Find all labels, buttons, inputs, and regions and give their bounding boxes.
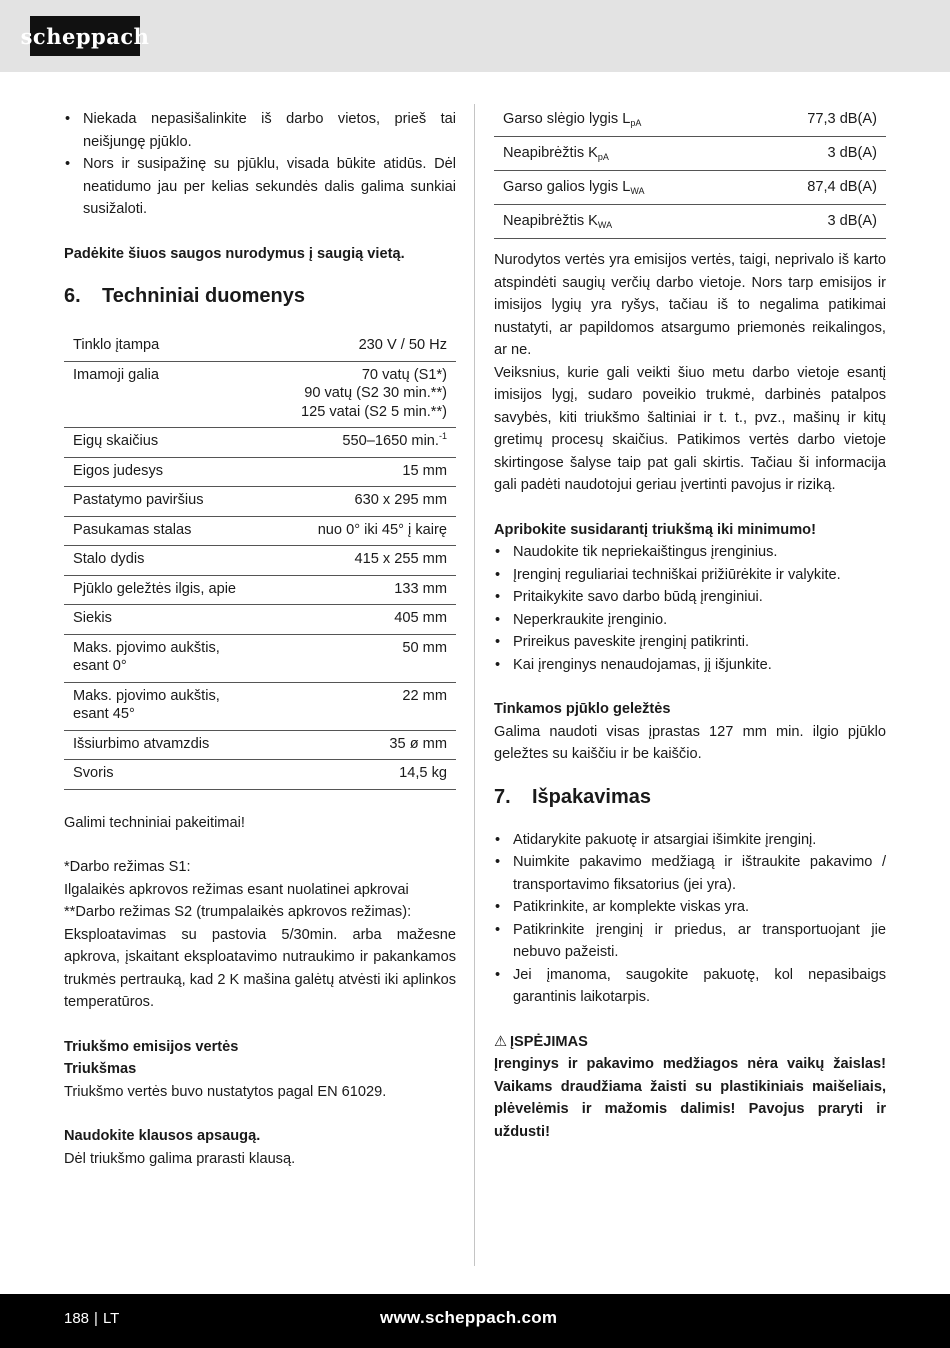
- page-number-value: 188: [64, 1310, 90, 1327]
- spec-value-line: [266, 491, 447, 510]
- spec-label: Svoris: [64, 760, 257, 790]
- list-item: • Neperkraukite įrenginio.: [494, 609, 886, 632]
- spec-value-line: [266, 687, 447, 706]
- spec-value: [257, 332, 456, 361]
- spec-value-line: [266, 609, 447, 628]
- spec-value-text: 35 ø mm: [389, 735, 447, 752]
- spec-value-text: 415 x 255 mm: [354, 551, 447, 567]
- noise-value: 3 dB(A): [747, 205, 886, 239]
- page-footer: [0, 1294, 950, 1348]
- noise-heading: Triukšmo emisijos vertės: [64, 1038, 239, 1055]
- table-row: [64, 428, 456, 458]
- section-title: Išpakavimas: [532, 785, 651, 808]
- spec-label: Eigos judesys: [64, 457, 257, 487]
- spec-value-text: 22 mm: [402, 687, 447, 704]
- table-row: [494, 137, 886, 171]
- warning-heading: [494, 1031, 886, 1054]
- spec-value: [257, 546, 456, 576]
- mode-s2-text: Eksploatavimas su pastovia 5/30min. arba mažesne apkrova, įskaitant eksploatavimo nutraukimo ir pakankamos trukmės pertrauką, kad 2 K mašina galėtų atvėsti iki aplinkos temperatūros.: [64, 926, 456, 1010]
- list-item: • Pritaikykite savo darbo būdą įrenginiui.: [494, 586, 886, 609]
- noise-label-text: Garso galios lygis L: [503, 179, 631, 195]
- noise-label-text: Neapibrėžtis K: [503, 145, 598, 161]
- table-row: [64, 457, 456, 487]
- spec-label: Eigų skaičius: [64, 428, 257, 458]
- emission-paragraph-2: Veiksnius, kurie gali veikti šiuo metu darbo vietoje esantį imisijos lygį, sudaro poveikio trukmė, darbinės patalpos savybės, kiti triukšmo šaltiniai ir t. t., pvz., mašinų ir kitų gretimų procesų skaičius. Patikimos vertės darbo vietoje skirtingose šalyse taip pat gali skirtis. Tačiau ši informacija gali padėti naudotojui geriau įvertinti pavojus ir riziką.: [494, 364, 886, 493]
- spec-value-line: [266, 366, 447, 385]
- list-item: • Nors ir susipažinę su pjūklu, visada būkite atidūs. Dėl neatidumo jau per kelias sekundės dalis galima sunkiai susižaloti.: [64, 153, 456, 221]
- left-column: [64, 108, 456, 1170]
- spec-unit-superscript: -1: [438, 431, 447, 441]
- table-row: [64, 516, 456, 546]
- noise-label-subscript: pA: [597, 152, 609, 162]
- limit-noise-bullets: [494, 541, 886, 676]
- noise-label: [494, 103, 747, 137]
- spec-value: [257, 605, 456, 635]
- table-row: [64, 605, 456, 635]
- spec-value: [257, 361, 456, 428]
- spec-value-line: [266, 639, 447, 658]
- list-item: • Įrenginį reguliariai techniškai prižiūrėkite ir valykite.: [494, 564, 886, 587]
- table-row: [64, 487, 456, 517]
- spec-label: Pasukamas stalas: [64, 516, 257, 546]
- spec-value: [257, 487, 456, 517]
- table-row: [494, 205, 886, 239]
- spec-value: [257, 457, 456, 487]
- column-divider: [474, 104, 475, 1266]
- list-item: • Atidarykite pakuotę ir atsargiai išimkite įrenginį.: [494, 829, 886, 852]
- spec-value-text: 133 mm: [394, 580, 447, 597]
- spec-label: Išsiurbimo atvamzdis: [64, 730, 257, 760]
- warning-triangle-icon: ⚠: [494, 1033, 508, 1050]
- spec-label: Tinklo įtampa: [64, 332, 257, 361]
- spec-label: Maks. pjovimo aukštis, esant 0°: [64, 634, 257, 682]
- language-code: LT: [102, 1310, 120, 1327]
- noise-label-text: Neapibrėžtis K: [503, 213, 598, 229]
- spec-value-line: [266, 403, 447, 422]
- table-row: [64, 361, 456, 428]
- list-item: • Naudokite tik nepriekaištingus įrenginius.: [494, 541, 886, 564]
- section-number: 7.: [494, 785, 511, 808]
- changes-note: Galimi techniniai pakeitimai!: [64, 814, 245, 831]
- spec-value-line: [266, 384, 447, 403]
- spec-value-text: nuo 0° iki 45° į kairę: [317, 521, 447, 538]
- noise-label: [494, 171, 747, 205]
- warning-label: ĮSPĖJIMAS: [510, 1033, 588, 1050]
- spec-value-line: [266, 550, 447, 569]
- hearing-text: Dėl triukšmo galima prarasti klausą.: [64, 1150, 296, 1167]
- website-url: www.scheppach.com: [380, 1308, 558, 1327]
- spec-value-text: 14,5 kg: [399, 765, 447, 781]
- list-item: • Kai įrenginys nenaudojamas, jį išjunkite.: [494, 654, 886, 677]
- mode-s1-text: Ilgalaikės apkrovos režimas esant nuolatinei apkrovai: [64, 881, 409, 898]
- spec-label: Imamoji galia: [64, 361, 257, 428]
- noise-label-subscript: pA: [630, 118, 642, 128]
- spec-value: [257, 634, 456, 682]
- spec-value: [257, 682, 456, 730]
- blades-text: Galima naudoti visas įprastas 127 mm min. ilgio pjūklo geležtes su kaiščiu ir be kaiščio.: [494, 723, 886, 762]
- list-item: • Nuimkite pakavimo medžiagą ir ištraukite pakavimo / transportavimo fiksatorius (jei yra).: [494, 851, 886, 896]
- spec-value-text: 230 V / 50 Hz: [358, 337, 447, 353]
- noise-label: [494, 137, 747, 171]
- spec-label: Maks. pjovimo aukštis, esant 45°: [64, 682, 257, 730]
- noise-label-text: Garso slėgio lygis L: [503, 111, 631, 127]
- section-title: Techniniai duomenys: [102, 285, 305, 307]
- spec-value-text: 125 vatai (S2 5 min.**): [300, 403, 447, 420]
- emission-paragraph-1: Nurodytos vertės yra emisijos vertės, taigi, neprivalo iš karto atspindėti saugių verčių darbo vietoje. Nors tarp emisijos ir imisijos lygių yra ryšys, tačiau iš to negalima patikimai nustatyti, ar papildomos atsargumo priemonės reikalingos, ar ne.: [494, 252, 886, 358]
- separator: |: [94, 1310, 98, 1327]
- spec-value: [257, 428, 456, 458]
- table-row: [64, 634, 456, 682]
- spec-value: [257, 516, 456, 546]
- table-row: [64, 332, 456, 361]
- hearing-heading: Naudokite klausos apsaugą.: [64, 1128, 261, 1144]
- list-item: • Prireikus paveskite įrenginį patikrinti.: [494, 631, 886, 654]
- spec-value-text: 550–1650 min.: [342, 433, 439, 449]
- spec-value: [257, 730, 456, 760]
- spec-value-line: [266, 735, 447, 754]
- noise-label: [494, 205, 747, 239]
- table-row: [64, 546, 456, 576]
- list-item: • Niekada nepasišalinkite iš darbo vietos, prieš tai neišjungę pjūklo.: [64, 108, 456, 153]
- page-number: [64, 1310, 119, 1327]
- unpack-bullets: [494, 829, 886, 1009]
- list-item: • Patikrinkite įrenginį ir priedus, ar transportuojant jie nebuvo pažeisti.: [494, 919, 886, 964]
- section-7-heading: [494, 786, 886, 809]
- list-item: • Patikrinkite, ar komplekte viskas yra.: [494, 896, 886, 919]
- warning-text: Įrenginys ir pakavimo medžiagos nėra vaikų žaislas! Vaikams draudžiama žaisti su plastikiniais maišeliais, plėvelėmis ir mažomis dalimis! Pavojus praryti ir uždusti!: [494, 1056, 886, 1140]
- spec-value-line: [266, 764, 447, 783]
- tech-specs-table: [64, 332, 456, 790]
- noise-value: 3 dB(A): [747, 137, 886, 171]
- right-column: [494, 103, 886, 1143]
- keep-instructions: Padėkite šiuos saugos nurodymus į saugią vietą.: [64, 245, 405, 262]
- mode-s2-title: **Darbo režimas S2 (trumpalaikės apkrovos režimas):: [64, 904, 412, 920]
- spec-label: Pjūklo geležtės ilgis, apie: [64, 575, 257, 605]
- noise-values-table: [494, 103, 886, 239]
- spec-value-line: [266, 432, 447, 451]
- safety-bullets: [64, 108, 456, 221]
- spec-value-text: 50 mm: [402, 639, 447, 656]
- page-header: [0, 0, 950, 72]
- spec-value-text: 70 vatų (S1*): [361, 366, 447, 383]
- noise-value: 87,4 dB(A): [747, 171, 886, 205]
- spec-value-line: [266, 521, 447, 540]
- spec-value-text: 90 vatų (S2 30 min.**): [304, 385, 447, 401]
- spec-value-line: [266, 462, 447, 481]
- section-6-heading: [64, 285, 456, 308]
- mode-s1-title: *Darbo režimas S1:: [64, 859, 191, 875]
- noise-label-subscript: WA: [597, 220, 613, 230]
- spec-value: [257, 760, 456, 790]
- table-row: [64, 575, 456, 605]
- spec-label: Stalo dydis: [64, 546, 257, 576]
- spec-label: Siekis: [64, 605, 257, 635]
- spec-value-line: [266, 336, 447, 355]
- list-item: • Jei įmanoma, saugokite pakuotę, kol nepasibaigs garantinis laikotarpis.: [494, 964, 886, 1009]
- limit-noise-heading: Apribokite susidarantį triukšmą iki minimumo!: [494, 521, 816, 538]
- table-row: [64, 730, 456, 760]
- section-number: 6.: [64, 285, 81, 307]
- table-row: [64, 760, 456, 790]
- spec-value-line: [266, 580, 447, 599]
- table-row: [494, 103, 886, 137]
- table-row: [494, 171, 886, 205]
- noise-value: 77,3 dB(A): [747, 103, 886, 137]
- spec-value: [257, 575, 456, 605]
- spec-value-text: 15 mm: [402, 462, 447, 479]
- noise-subheading: Triukšmas: [64, 1061, 137, 1077]
- table-row: [64, 682, 456, 730]
- noise-label-subscript: WA: [630, 186, 645, 196]
- spec-label: Pastatymo paviršius: [64, 487, 257, 517]
- blades-heading: Tinkamos pjūklo geležtės: [494, 701, 671, 717]
- spec-value-text: 630 x 295 mm: [354, 492, 447, 508]
- noise-text: Triukšmo vertės buvo nustatytos pagal EN 61029.: [64, 1083, 387, 1100]
- scheppach-logo: scheppach: [30, 16, 140, 56]
- spec-value-text: 405 mm: [394, 610, 447, 626]
